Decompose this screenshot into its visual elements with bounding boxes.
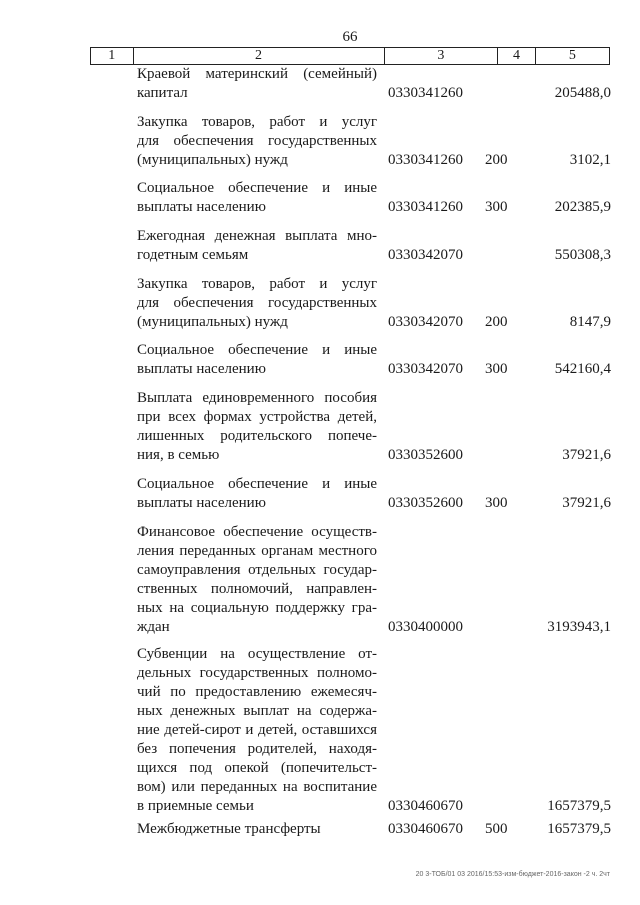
row-name xyxy=(137,645,377,816)
row-name xyxy=(137,227,377,265)
column-header-4: 4 xyxy=(498,48,536,65)
row-name-line: ния, в семью xyxy=(137,447,220,463)
row-name xyxy=(137,389,377,465)
row-name-line: Закупка товаров, работ и услуг xyxy=(137,276,377,292)
row-expense-type: 300 xyxy=(485,495,508,511)
row-code: 0330341260 xyxy=(388,85,463,101)
row-expense-type: 200 xyxy=(485,152,508,168)
row-expense-type: 500 xyxy=(485,821,508,837)
row-name-line: дельных государственных полномо- xyxy=(137,665,377,681)
row-name-line: ных денежных выплат на содержа- xyxy=(137,703,377,719)
row-name-line: Субвенции на осуществление от- xyxy=(137,646,377,662)
row-name-line: чий по предоставлению ежемесяч- xyxy=(137,684,377,700)
row-name-line: Закупка товаров, работ и услуг xyxy=(137,114,377,130)
row-name-line: ждан xyxy=(137,619,170,635)
row-name-line: выплаты населению xyxy=(137,361,266,377)
row-amount: 202385,9 xyxy=(554,199,611,215)
row-name-line: ных на социальную поддержку гра- xyxy=(137,600,377,616)
row-amount: 8147,9 xyxy=(569,314,611,330)
column-header-3: 3 xyxy=(384,48,498,65)
row-code: 0330460670 xyxy=(388,798,463,814)
column-header xyxy=(90,47,610,65)
row-name-line: ственных полномочий, направлен- xyxy=(137,581,377,597)
row-name-line: Выплата единовременного пособия xyxy=(137,390,377,406)
row-name-line: Ежегодная денежная выплата мно- xyxy=(137,228,377,244)
row-name xyxy=(137,475,377,513)
row-name-line: в приемные семьи xyxy=(137,798,254,814)
row-expense-type: 300 xyxy=(485,199,508,215)
row-amount: 37921,6 xyxy=(562,447,611,463)
row-name xyxy=(137,820,377,839)
row-name-line: Социальное обеспечение и иные xyxy=(137,342,377,358)
row-name-line: для обеспечения государственных xyxy=(137,295,377,311)
row-amount: 550308,3 xyxy=(554,247,611,263)
row-amount: 205488,0 xyxy=(554,85,611,101)
row-amount: 3193943,1 xyxy=(547,619,611,635)
row-name-line: капитал xyxy=(137,85,188,101)
page-number: 66 xyxy=(342,29,358,45)
row-name-line: самоуправления отдельных государ- xyxy=(137,562,377,578)
row-name-line: ления переданных органам местного xyxy=(137,543,377,559)
row-name-line: щихся под опекой (попечительст- xyxy=(137,760,377,776)
row-code: 0330341260 xyxy=(388,199,463,215)
row-amount: 3102,1 xyxy=(569,152,611,168)
row-name-line: лишенных родительского попече- xyxy=(137,428,377,444)
row-amount: 542160,4 xyxy=(554,361,611,377)
row-code: 0330400000 xyxy=(388,619,463,635)
row-code: 0330342070 xyxy=(388,361,463,377)
row-name-line: Финансовое обеспечение осуществ- xyxy=(137,524,377,540)
row-amount: 1657379,5 xyxy=(547,821,611,837)
row-name xyxy=(137,65,377,103)
row-code: 0330342070 xyxy=(388,247,463,263)
row-code: 0330352600 xyxy=(388,495,463,511)
row-name xyxy=(137,523,377,637)
row-amount: 37921,6 xyxy=(562,495,611,511)
row-name-line: Краевой материнский (семейный) xyxy=(137,66,377,82)
row-name-line: ние детей-сирот и детей, оставшихся xyxy=(137,722,377,738)
column-header-1: 1 xyxy=(91,48,134,65)
row-code: 0330341260 xyxy=(388,152,463,168)
row-name-line: при всех формах устройства детей, xyxy=(137,409,377,425)
row-name-line: для обеспечения государственных xyxy=(137,133,377,149)
column-header-5: 5 xyxy=(535,48,609,65)
row-code: 0330460670 xyxy=(388,821,463,837)
column-header-2: 2 xyxy=(133,48,384,65)
row-name xyxy=(137,275,377,332)
footer-stamp: 20 3-ТОБ/01 03 2016/15:53-изм-бюджет-2016-закон -2 ч. 2чт xyxy=(415,871,610,878)
row-name-line: Социальное обеспечение и иные xyxy=(137,180,377,196)
row-name-line: выплаты населению xyxy=(137,495,266,511)
row-name-line: (муниципальных) нужд xyxy=(137,152,288,168)
row-name xyxy=(137,179,377,217)
row-name-line: выплаты населению xyxy=(137,199,266,215)
row-name-line: годетным семьям xyxy=(137,247,249,263)
row-name xyxy=(137,341,377,379)
row-expense-type: 300 xyxy=(485,361,508,377)
row-name-line: (муниципальных) нужд xyxy=(137,314,288,330)
row-amount: 1657379,5 xyxy=(547,798,611,814)
row-name-line: без попечения родителей, находя- xyxy=(137,741,377,757)
row-expense-type: 200 xyxy=(485,314,508,330)
row-code: 0330342070 xyxy=(388,314,463,330)
row-name-line: вом) или переданных на воспитание xyxy=(137,779,377,795)
row-name xyxy=(137,113,377,170)
row-name-line: Межбюджетные трансферты xyxy=(137,821,321,837)
row-code: 0330352600 xyxy=(388,447,463,463)
row-name-line: Социальное обеспечение и иные xyxy=(137,476,377,492)
